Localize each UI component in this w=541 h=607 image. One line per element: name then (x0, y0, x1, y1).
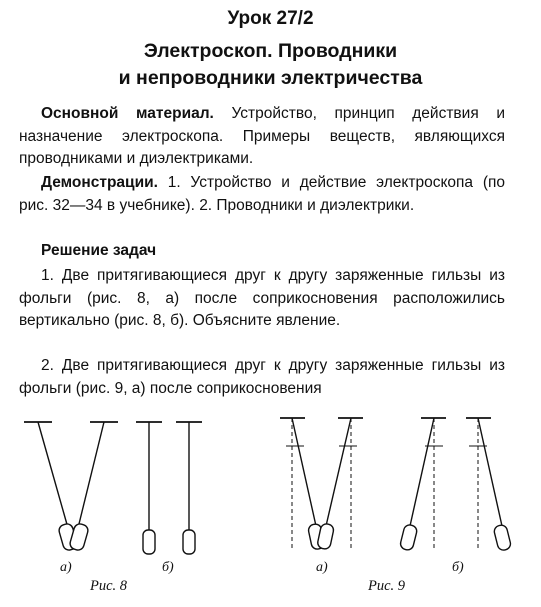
fig8-caption: Рис. 8 (90, 578, 128, 594)
main-material-text: Устройство, принцип действия и назначение электроскопа. Примеры веществ, являющихся проводниками и диэлектриками. (19, 105, 505, 167)
lesson-title (0, 38, 541, 92)
fig8a-pendulums (24, 422, 118, 551)
fig8b-pendulums (136, 422, 202, 554)
fig9-label-a: а) (316, 560, 328, 575)
fig9-caption: Рис. 9 (368, 578, 406, 594)
tasks-heading: Решение задач (41, 242, 157, 259)
fig9a-pendulums (280, 418, 363, 550)
task-1-paragraph: 1. Две притягивающиеся друг к другу заряженные гильзы из фольги (рис. 8, а) после соприкосновения расположились вертикально (рис. 8, б). Объясните явление. (19, 267, 505, 329)
task-2-paragraph: 2. Две притягивающиеся друг к другу заряженные гильзы из фольги (рис. 9, а) после соприкосновения (19, 357, 505, 397)
demonstrations-text: 1. Устройство и действие электроскопа (по рис. 32—34 в учебнике). 2. Проводники и диэлектрики. (19, 174, 505, 214)
demonstrations-paragraph (19, 172, 505, 217)
figures-area (0, 400, 541, 607)
title-line-2: и непроводники электричества (118, 67, 423, 89)
demonstrations-label: Демонстрации. (41, 174, 158, 191)
fig9-label-b: б) (452, 560, 464, 575)
main-material-label: Основной материал. (41, 105, 214, 122)
main-material-paragraph (19, 103, 505, 171)
fig8-label-a: а) (60, 560, 72, 575)
fig9b-pendulums (399, 418, 511, 551)
lesson-number: Урок 27/2 (227, 8, 314, 29)
fig8-label-b: б) (162, 560, 174, 575)
title-line-1: Электроскоп. Проводники (143, 40, 398, 62)
